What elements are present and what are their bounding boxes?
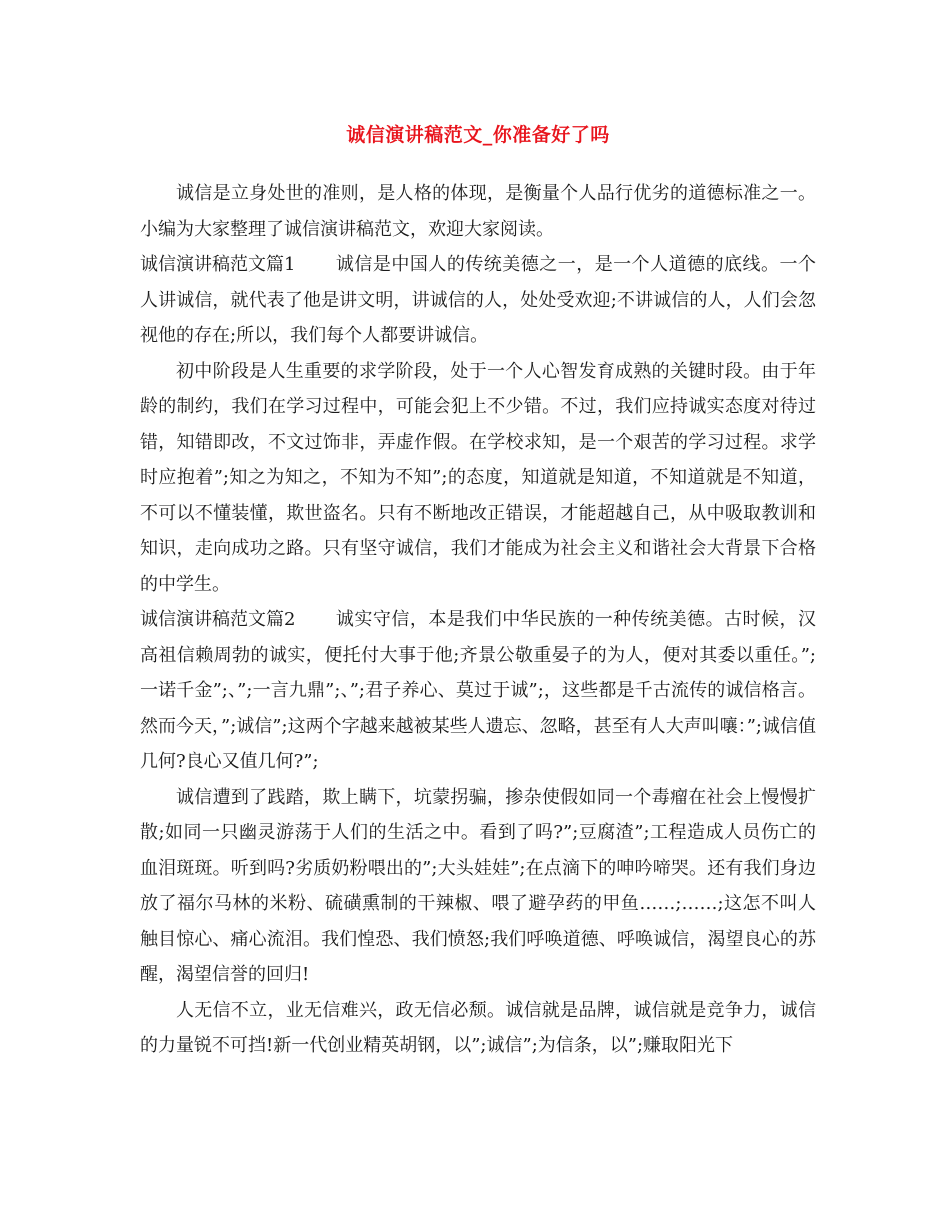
document-page [140,118,816,1064]
section-2-lead-paragraph [140,602,816,780]
section-2-heading: 诚信演讲稿范文篇2 [140,609,296,630]
document-title: 诚信演讲稿范文_你准备好了吗 [346,124,610,146]
section-1-heading: 诚信演讲稿范文篇1 [140,254,296,275]
section-1-lead-text: 诚信是中国人的传统美德之一，是一个人道德的底线。一个人讲诚信，就代表了他是讲文明，讲诚信的人，处处受欢迎;不讲诚信的人，人们会忽视他的存在;所以，我们每个人都要讲诚信。 [140,254,816,346]
section-2-paragraph: 诚信遭到了践踏，欺上瞒下，坑蒙拐骗，掺杂使假如同一个毒瘤在社会上慢慢扩散;如同一只幽灵游荡于人们的生活之中。看到了吗?”;豆腐渣”;工程造成人员伤亡的血泪斑斑。听到吗?劣质奶粉喂出的”;大头娃娃”;在点滴下的呻吟啼哭。还有我们身边放了福尔马林的米粉、硫磺熏制的干辣椒、喂了避孕药的甲鱼……;……;这怎不叫人触目惊心、痛心流泪。我们惶恐、我们愤怒;我们呼唤道德、呼唤诚信，渴望良心的苏醒，渴望信誉的回归! [140,786,816,985]
section-1-paragraph: 初中阶段是人生重要的求学阶段，处于一个人心智发育成熟的关键时段。由于年龄的制约，我们在学习过程中，可能会犯上不少错。不过，我们应持诚实态度对待过错，知错即改，不文过饰非，弄虚作假。在学校求知，是一个艰苦的学习过程。求学时应抱着”;知之为知之，不知为不知”;的态度，知道就是知道，不知道就是不知道，不可以不懂装懂，欺世盗名。只有不断地改正错误，才能超越自己，从中吸取教训和知识，走向成功之路。只有坚守诚信，我们才能成为社会主义和谐社会大背景下合格的中学生。 [140,360,816,595]
section-1-lead-paragraph [140,247,816,354]
section-2-lead-text: 诚实守信，本是我们中华民族的一种传统美德。古时候，汉高祖信赖周勃的诚实，便托付大事于他;齐景公敬重晏子的为人，便对其委以重任。”;一诺千金”;、”;一言九鼎”;、”;君子养心、莫过于诚”;，这些都是千古流传的诚信格言。然而今天，”;诚信”;这两个字越来越被某些人遗忘、忽略，甚至有人大声叫嚷：”;诚信值几何?良心又值几何?”; [140,609,816,772]
intro-paragraph: 诚信是立身处世的准则，是人格的体现，是衡量个人品行优劣的道德标准之一。小编为大家整理了诚信演讲稿范文，欢迎大家阅读。 [140,183,816,240]
section-2-paragraph: 人无信不立，业无信难兴，政无信必颓。诚信就是品牌，诚信就是竞争力，诚信的力量锐不可挡!新一代创业精英胡钢，以”;诚信”;为信条，以”;赚取阳光下 [140,999,816,1056]
